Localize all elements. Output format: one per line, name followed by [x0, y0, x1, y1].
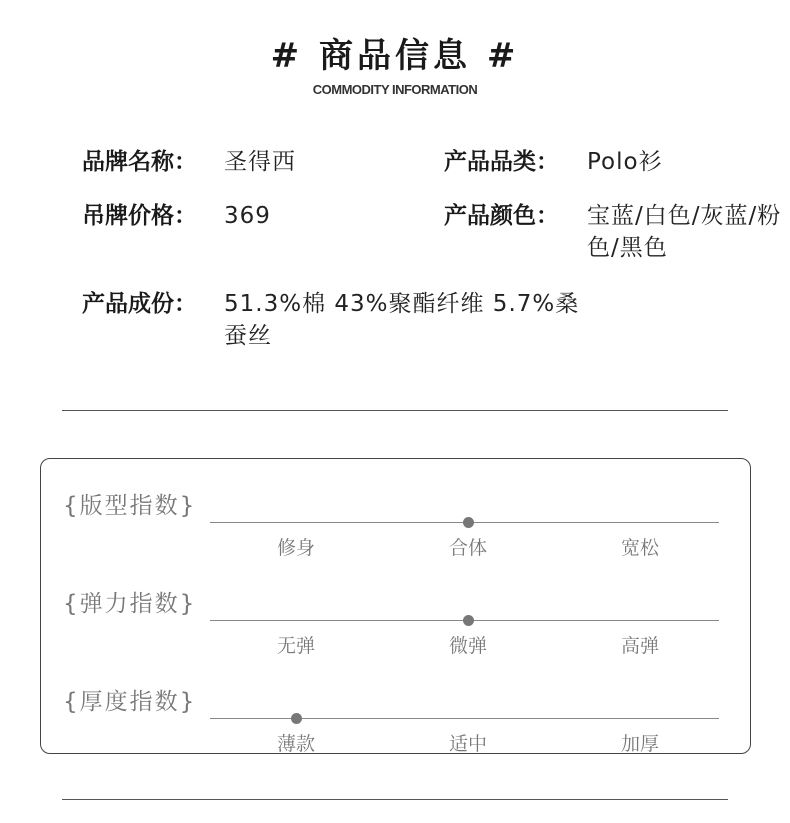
fit-index-row: [41, 487, 752, 559]
page-title: # 商品信息 #: [270, 36, 520, 76]
color-label: 产品颜色：: [444, 203, 559, 229]
material-value: 51.3%棉 43%聚酯纤维 5.7%桑蚕丝: [224, 291, 580, 349]
color-field: [444, 200, 790, 266]
fit-index-label: {版型指数}: [63, 493, 197, 519]
divider-bottom: [62, 799, 728, 800]
thickness-index-track: [210, 718, 719, 719]
elasticity-index-row: [41, 585, 752, 657]
material-label: 产品成份：: [82, 291, 197, 317]
brand-value: 圣得西: [224, 149, 296, 175]
category-value: Polo衫: [587, 149, 663, 175]
fit-option: 修身: [276, 537, 315, 559]
thickness-option: 加厚: [620, 733, 659, 755]
fit-option: 合体: [448, 537, 487, 559]
thickness-index-row: [41, 683, 752, 755]
fit-index-marker: [463, 517, 474, 528]
elasticity-option: 微弹: [448, 635, 487, 657]
category-field: [444, 146, 784, 180]
fit-option: 宽松: [620, 537, 659, 559]
index-panel: [40, 458, 751, 754]
price-label: 吊牌价格：: [82, 203, 197, 229]
page-subtitle: COMMODITY INFORMATION: [312, 82, 478, 97]
divider-top: [62, 410, 728, 411]
brand-field: [82, 146, 422, 180]
thickness-index-label: {厚度指数}: [63, 689, 197, 715]
thickness-option: 适中: [448, 733, 487, 755]
elasticity-index-label: {弹力指数}: [63, 591, 197, 617]
thickness-index-marker: [291, 713, 302, 724]
price-value: 369: [224, 203, 271, 229]
elasticity-index-marker: [463, 615, 474, 626]
color-value: 宝蓝/白色/灰蓝/粉色/黑色: [587, 203, 782, 261]
category-label: 产品品类：: [444, 149, 559, 175]
brand-label: 品牌名称：: [82, 149, 197, 175]
elasticity-option: 高弹: [620, 635, 659, 657]
thickness-option: 薄款: [276, 733, 315, 755]
price-field: [82, 200, 422, 234]
elasticity-option: 无弹: [276, 635, 315, 657]
material-field: [82, 288, 602, 354]
